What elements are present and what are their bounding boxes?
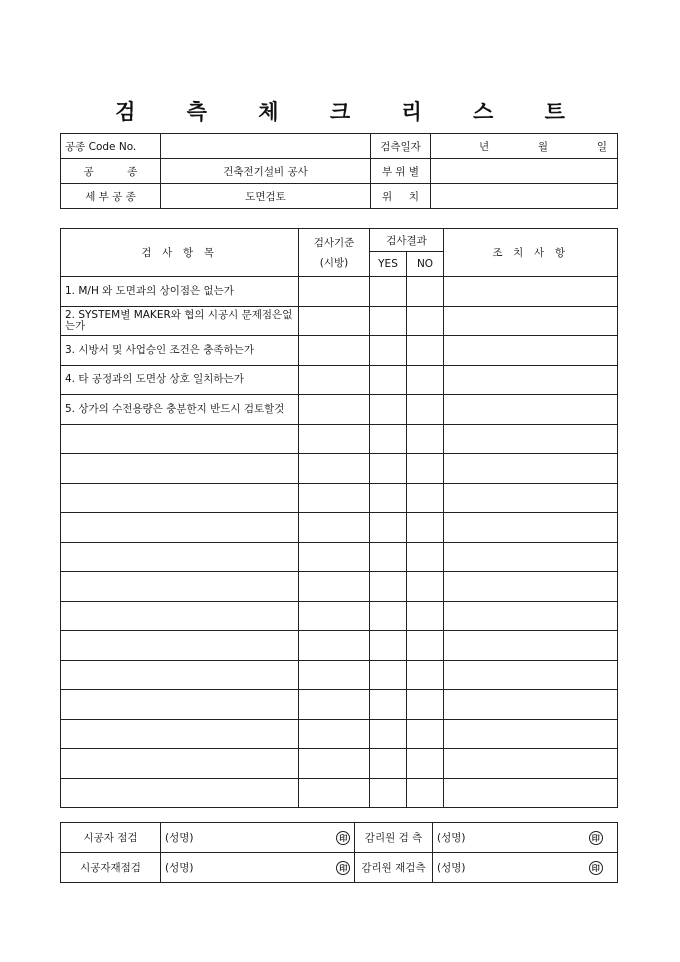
contractor-check-name[interactable]: (성명) — [161, 823, 333, 853]
check-item-text — [61, 631, 299, 661]
detail-value[interactable]: 도면검토 — [161, 184, 371, 209]
seal-icon: 印 — [333, 853, 355, 883]
action-cell[interactable] — [444, 631, 618, 661]
year-label: 년 — [479, 140, 490, 153]
no-cell[interactable] — [407, 336, 444, 366]
part-value[interactable] — [431, 159, 618, 184]
seal-icon: 印 — [575, 853, 618, 883]
standard-cell[interactable] — [299, 365, 370, 395]
header-standard-line1: 검사기준 — [313, 236, 355, 249]
yes-cell[interactable] — [370, 395, 407, 425]
action-cell[interactable] — [444, 306, 618, 336]
standard-cell[interactable] — [299, 719, 370, 749]
no-cell[interactable] — [407, 601, 444, 631]
no-cell[interactable] — [407, 513, 444, 543]
check-item-text — [61, 690, 299, 720]
location-label: 위 치 — [371, 184, 431, 209]
action-cell[interactable] — [444, 778, 618, 808]
header-yes: YES — [370, 252, 407, 277]
standard-cell[interactable] — [299, 542, 370, 572]
yes-cell[interactable] — [370, 483, 407, 513]
no-cell[interactable] — [407, 749, 444, 779]
table-row — [61, 483, 618, 513]
action-cell[interactable] — [444, 424, 618, 454]
yes-cell[interactable] — [370, 454, 407, 484]
yes-cell[interactable] — [370, 660, 407, 690]
yes-cell[interactable] — [370, 778, 407, 808]
check-item-text: 5. 상가의 수전용량은 충분한지 반드시 검토할것 — [61, 395, 299, 425]
yes-cell[interactable] — [370, 749, 407, 779]
standard-cell[interactable] — [299, 513, 370, 543]
table-row — [61, 719, 618, 749]
contractor-check-label: 시공자 점검 — [61, 823, 161, 853]
table-row — [61, 424, 618, 454]
standard-cell[interactable] — [299, 778, 370, 808]
yes-cell[interactable] — [370, 690, 407, 720]
action-cell[interactable] — [444, 454, 618, 484]
table-row — [61, 336, 618, 366]
action-cell[interactable] — [444, 719, 618, 749]
standard-cell[interactable] — [299, 631, 370, 661]
standard-cell[interactable] — [299, 483, 370, 513]
table-row — [61, 601, 618, 631]
yes-cell[interactable] — [370, 365, 407, 395]
standard-cell[interactable] — [299, 277, 370, 307]
table-row — [61, 513, 618, 543]
seal-icon: 印 — [575, 823, 618, 853]
standard-cell[interactable] — [299, 424, 370, 454]
supervisor-reinspect-label: 감리원 재검측 — [355, 853, 433, 883]
table-row — [61, 631, 618, 661]
header-result: 검사결과 — [370, 229, 444, 252]
no-cell[interactable] — [407, 306, 444, 336]
yes-cell[interactable] — [370, 601, 407, 631]
standard-cell[interactable] — [299, 749, 370, 779]
yes-cell[interactable] — [370, 424, 407, 454]
work-value[interactable]: 건축전기설비 공사 — [161, 159, 371, 184]
check-item-text — [61, 660, 299, 690]
yes-cell[interactable] — [370, 719, 407, 749]
part-label: 부 위 별 — [371, 159, 431, 184]
standard-cell[interactable] — [299, 660, 370, 690]
check-item-text — [61, 719, 299, 749]
table-row — [61, 306, 618, 336]
no-cell[interactable] — [407, 660, 444, 690]
standard-cell[interactable] — [299, 306, 370, 336]
table-row — [61, 749, 618, 779]
no-cell[interactable] — [407, 277, 444, 307]
yes-cell[interactable] — [370, 513, 407, 543]
checklist-table — [60, 228, 618, 808]
code-value[interactable] — [161, 134, 371, 159]
table-row — [61, 778, 618, 808]
check-item-text — [61, 483, 299, 513]
standard-cell[interactable] — [299, 336, 370, 366]
standard-cell[interactable] — [299, 395, 370, 425]
location-value[interactable] — [431, 184, 618, 209]
no-cell[interactable] — [407, 572, 444, 602]
standard-cell[interactable] — [299, 454, 370, 484]
check-item-text — [61, 454, 299, 484]
table-row — [61, 395, 618, 425]
no-cell[interactable] — [407, 542, 444, 572]
check-item-text — [61, 572, 299, 602]
header-standard — [299, 229, 370, 277]
check-item-text — [61, 424, 299, 454]
check-item-text: 4. 타 공정과의 도면상 상호 일치하는가 — [61, 365, 299, 395]
action-cell[interactable] — [444, 690, 618, 720]
action-cell[interactable] — [444, 601, 618, 631]
header-standard-line2: (시방) — [319, 256, 349, 269]
table-row — [61, 660, 618, 690]
check-item-text — [61, 749, 299, 779]
action-cell[interactable] — [444, 277, 618, 307]
header-no: NO — [407, 252, 444, 277]
table-row — [61, 572, 618, 602]
table-row — [61, 542, 618, 572]
month-label: 월 — [537, 140, 549, 153]
table-row — [61, 690, 618, 720]
work-label: 공 종 — [61, 159, 161, 184]
supervisor-reinspect-name[interactable]: (성명) — [433, 853, 575, 883]
action-cell[interactable] — [444, 660, 618, 690]
header-action: 조 치 사 항 — [444, 229, 618, 277]
no-cell[interactable] — [407, 454, 444, 484]
supervisor-inspect-name[interactable]: (성명) — [433, 823, 575, 853]
action-cell[interactable] — [444, 365, 618, 395]
standard-cell[interactable] — [299, 601, 370, 631]
no-cell[interactable] — [407, 631, 444, 661]
no-cell[interactable] — [407, 690, 444, 720]
yes-cell[interactable] — [370, 542, 407, 572]
contractor-material-name[interactable]: (성명) — [161, 853, 333, 883]
table-row — [61, 277, 618, 307]
no-cell[interactable] — [407, 424, 444, 454]
no-cell[interactable] — [407, 483, 444, 513]
no-cell[interactable] — [407, 719, 444, 749]
action-cell[interactable] — [444, 483, 618, 513]
check-item-text — [61, 778, 299, 808]
yes-cell[interactable] — [370, 336, 407, 366]
check-item-text: 1. M/H 와 도면과의 상이점은 없는가 — [61, 277, 299, 307]
yes-cell[interactable] — [370, 631, 407, 661]
action-cell[interactable] — [444, 513, 618, 543]
action-cell[interactable] — [444, 395, 618, 425]
no-cell[interactable] — [407, 365, 444, 395]
standard-cell[interactable] — [299, 690, 370, 720]
action-cell[interactable] — [444, 572, 618, 602]
yes-cell[interactable] — [370, 277, 407, 307]
date-value[interactable] — [431, 134, 618, 159]
signature-table — [60, 822, 618, 883]
checklist-rows — [61, 277, 618, 808]
standard-cell[interactable] — [299, 572, 370, 602]
day-label: 일 — [596, 140, 607, 153]
action-cell[interactable] — [444, 336, 618, 366]
table-row — [61, 365, 618, 395]
action-cell[interactable] — [444, 542, 618, 572]
header-item: 검 사 항 목 — [61, 229, 299, 277]
check-item-text — [61, 542, 299, 572]
supervisor-inspect-label: 감리원 검 측 — [355, 823, 433, 853]
yes-cell[interactable] — [370, 572, 407, 602]
check-item-text: 2. SYSTEM별 MAKER와 협의 시공시 문제점은없는가 — [61, 306, 299, 336]
check-item-text — [61, 601, 299, 631]
yes-cell[interactable] — [370, 306, 407, 336]
detail-label: 세 부 공 종 — [61, 184, 161, 209]
contractor-material-label: 시공자재점검 — [61, 853, 161, 883]
table-row — [61, 454, 618, 484]
seal-icon: 印 — [333, 823, 355, 853]
date-label: 검측일자 — [371, 134, 431, 159]
info-table — [60, 133, 618, 209]
no-cell[interactable] — [407, 395, 444, 425]
action-cell[interactable] — [444, 749, 618, 779]
no-cell[interactable] — [407, 778, 444, 808]
check-item-text: 3. 시방서 및 사업승인 조건은 충족하는가 — [61, 336, 299, 366]
check-item-text — [61, 513, 299, 543]
code-label: 공종 Code No. — [61, 134, 161, 159]
page-title: 검 측 체 크 리 스 트 — [115, 99, 587, 124]
